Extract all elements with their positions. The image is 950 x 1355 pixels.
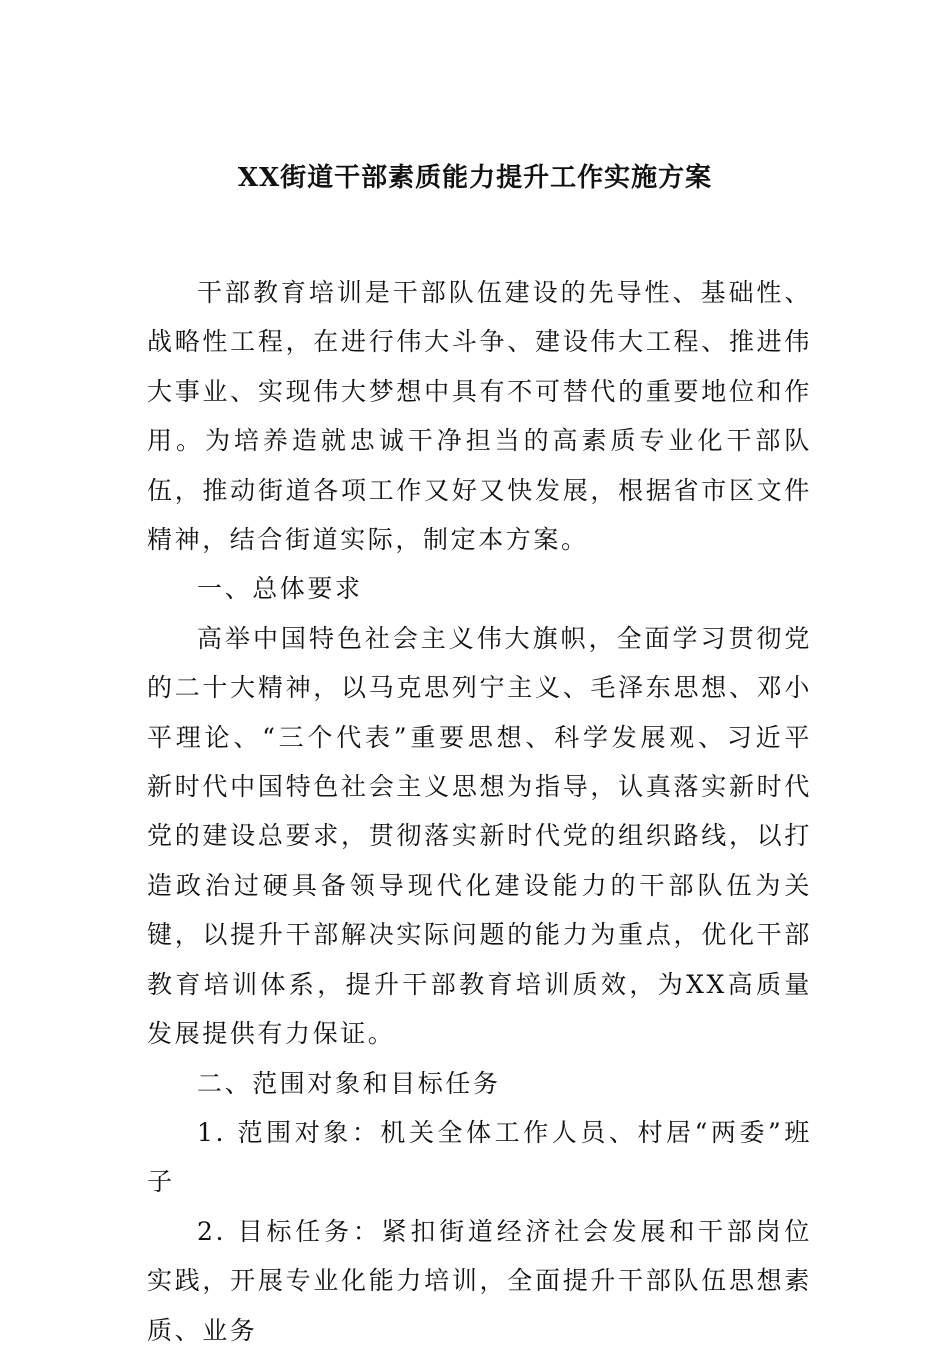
list-item-targets: 2. 目标任务：紧扣街道经济社会发展和干部岗位实践，开展专业化能力培训，全面提升干部队伍思想素质、业务 bbox=[147, 1216, 812, 1345]
list-item-scope: 1. 范围对象：机关全体工作人员、村居“两委”班子 bbox=[147, 1117, 812, 1197]
paragraph-intro: 干部教育培训是干部队伍建设的先导性、基础性、战略性工程，在进行伟大斗争、建设伟大工程、推进伟大事业、实现伟大梦想中具有不可替代的重要地位和作用。为培养造就忠诚干净担当的高素质专业化干部队伍，推动街道各项工作又好又快发展，根据省市区文件精神，结合街道实际，制定本方案。 bbox=[147, 278, 812, 555]
section-heading-scope-and-targets: 二、范围对象和目标任务 bbox=[197, 1068, 501, 1098]
paragraph-general-requirements: 高举中国特色社会主义伟大旗帜，全面学习贯彻党的二十大精神，以马克思列宁主义、毛泽东思想、邓小平理论、“三个代表”重要思想、科学发展观、习近平新时代中国特色社会主义思想为指导，认真落实新时代党的建设总要求，贯彻落实新时代党的组织路线，以打造政治过硬具备领导现代化建设能力的干部队伍为关键，以提升干部解决实际问题的能力为重点，优化干部教育培训体系，提升干部教育培训质效，为XX高质量发展提供有力保证。 bbox=[147, 623, 812, 1049]
section-heading-general-requirements: 一、总体要求 bbox=[197, 574, 363, 604]
document-title: XX街道干部素质能力提升工作实施方案 bbox=[237, 163, 713, 193]
document-body bbox=[147, 268, 812, 1355]
